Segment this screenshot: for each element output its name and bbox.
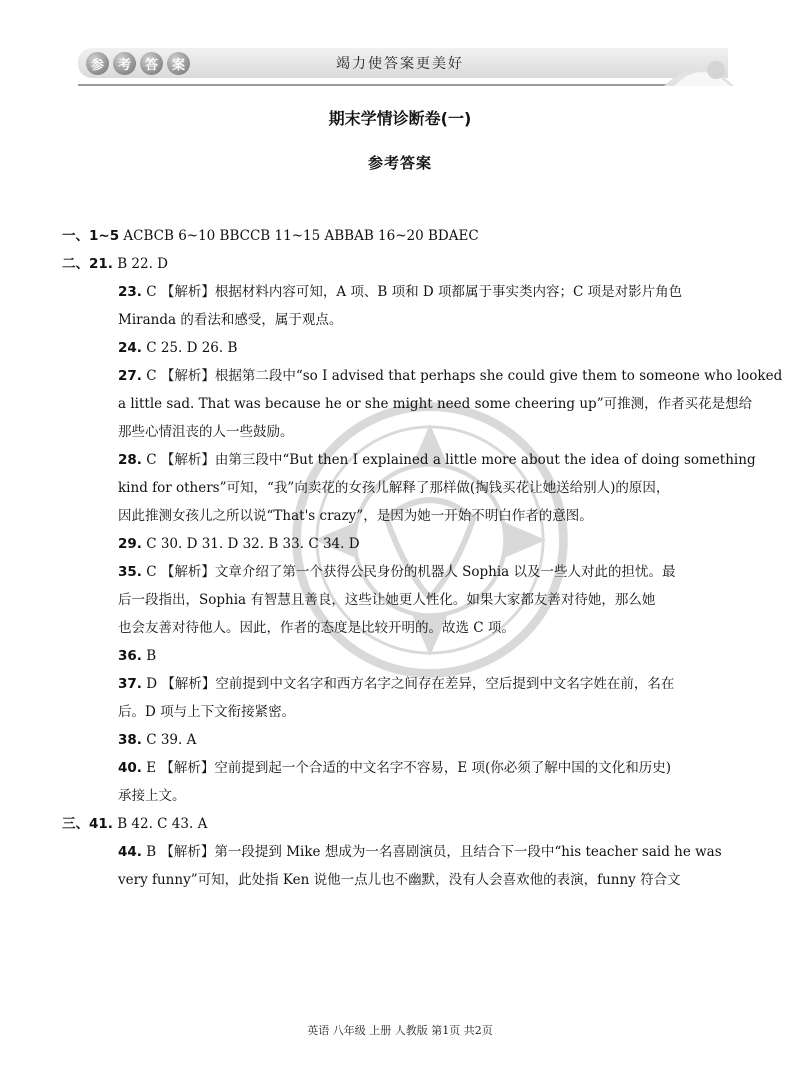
answer-text: C 【解析】由第三段中“But then I explained a little more about the idea of doing something (141, 452, 756, 468)
answer-text: B (141, 648, 157, 664)
answer-text: D 【解析】空前提到中文名字和西方名字之间存在差异，空后提到中文名字姓在前，名在 (141, 676, 675, 692)
badge: 答 (140, 52, 163, 75)
answer-line (62, 278, 727, 306)
answer-text: C 【解析】根据材料内容可知，A 项、B 项和 D 项都属于事实类内容；C 项是对影片角色 (141, 284, 683, 300)
badge: 考 (113, 52, 136, 75)
question-number: 23. (118, 284, 142, 300)
answer-line (62, 614, 727, 642)
question-number: 37. (118, 676, 142, 692)
answer-line (62, 334, 727, 362)
question-number: 28. (118, 452, 142, 468)
answer-text: ACBCB 6~10 BBCCB 11~15 ABBAB 16~20 BDAEC (119, 228, 479, 244)
answer-text: B 42. C 43. A (112, 816, 208, 832)
badge: 案 (167, 52, 190, 75)
answer-line (62, 502, 727, 530)
badge: 参 (86, 52, 109, 75)
answer-body (62, 222, 783, 894)
answer-line (62, 782, 727, 810)
answer-text: 那些心情沮丧的人一些鼓励。 (118, 424, 294, 440)
header-slogan: 竭力使答案更美好 (336, 56, 464, 72)
answer-line (62, 362, 783, 390)
page-subtitle: 参考答案 (367, 154, 432, 172)
answer-text: a little sad. That was because he or she might need some cheering up”可推测，作者买花是想给 (118, 396, 753, 412)
answer-text: 也会友善对待他人。因此，作者的态度是比较开明的。故选 C 项。 (118, 620, 515, 636)
answer-text: kind for others”可知，“我”向卖花的女孩儿解释了那样做(掏钱买花让她送给别人)的原因， (118, 480, 670, 496)
answer-line (62, 250, 727, 278)
page-header (0, 0, 800, 100)
question-number: 一、1~5 (62, 228, 120, 244)
answer-line (62, 530, 727, 558)
answer-line (62, 754, 727, 782)
question-number: 40. (118, 760, 142, 776)
answer-text: C 25. D 26. B (141, 340, 238, 356)
header-rule (78, 84, 728, 86)
answer-line (62, 390, 753, 418)
answer-line (62, 810, 727, 838)
answer-text: C 【解析】根据第二段中“so I advised that perhaps she could give them to someone who looked (141, 368, 783, 384)
answer-text: 因此推测女孩儿之所以说“That's crazy”，是因为她一开始不明白作者的意图。 (118, 508, 593, 524)
answer-text: Miranda 的看法和感受，属于观点。 (118, 312, 343, 328)
question-number: 36. (118, 648, 142, 664)
question-number: 44. (118, 844, 142, 860)
answer-line (62, 726, 727, 754)
answer-text: B 22. D (112, 256, 169, 272)
corner-decoration-icon (664, 52, 734, 86)
question-number: 24. (118, 340, 142, 356)
answer-line (62, 698, 727, 726)
answer-text: C 【解析】文章介绍了第一个获得公民身份的机器人 Sophia 以及一些人对此的担忧。最 (141, 564, 676, 580)
answer-text: B 【解析】第一段提到 Mike 想成为一名喜剧演员，且结合下一段中“his teacher said he was (141, 844, 722, 860)
question-number: 35. (118, 564, 142, 580)
answer-text: C 39. A (141, 732, 197, 748)
answer-line (62, 866, 727, 894)
answer-text: very funny”可知，此处指 Ken 说他一点儿也不幽默，没有人会喜欢他的表演，funny 符合文 (118, 872, 681, 888)
page-title: 期末学情诊断卷(一) (328, 109, 472, 128)
answer-text: C 30. D 31. D 32. B 33. C 34. D (141, 536, 360, 552)
answer-text: 承接上文。 (118, 788, 186, 804)
answer-line (62, 670, 727, 698)
answer-line (62, 306, 727, 334)
answer-text: E 【解析】空前提到起一个合适的中文名字不容易，E 项(你必须了解中国的文化和历史) (141, 760, 672, 776)
answer-line (62, 586, 727, 614)
answer-line (62, 474, 727, 502)
answer-line (62, 642, 727, 670)
question-number: 三、41. (62, 816, 113, 832)
question-number: 27. (118, 368, 142, 384)
answer-text: 后一段指出，Sophia 有智慧且善良，这些让她更人性化。如果大家都友善对待她，那么她 (118, 592, 656, 608)
question-number: 38. (118, 732, 142, 748)
question-number: 29. (118, 536, 142, 552)
answer-line (62, 446, 756, 474)
question-number: 二、21. (62, 256, 113, 272)
answer-line (62, 838, 727, 866)
answer-line (62, 418, 727, 446)
answer-line (62, 222, 727, 250)
answer-text: 后。D 项与上下文衔接紧密。 (118, 704, 296, 720)
answer-line (62, 558, 727, 586)
page-footer: 英语 八年级 上册 人教版 第1页 共2页 (307, 1024, 493, 1037)
